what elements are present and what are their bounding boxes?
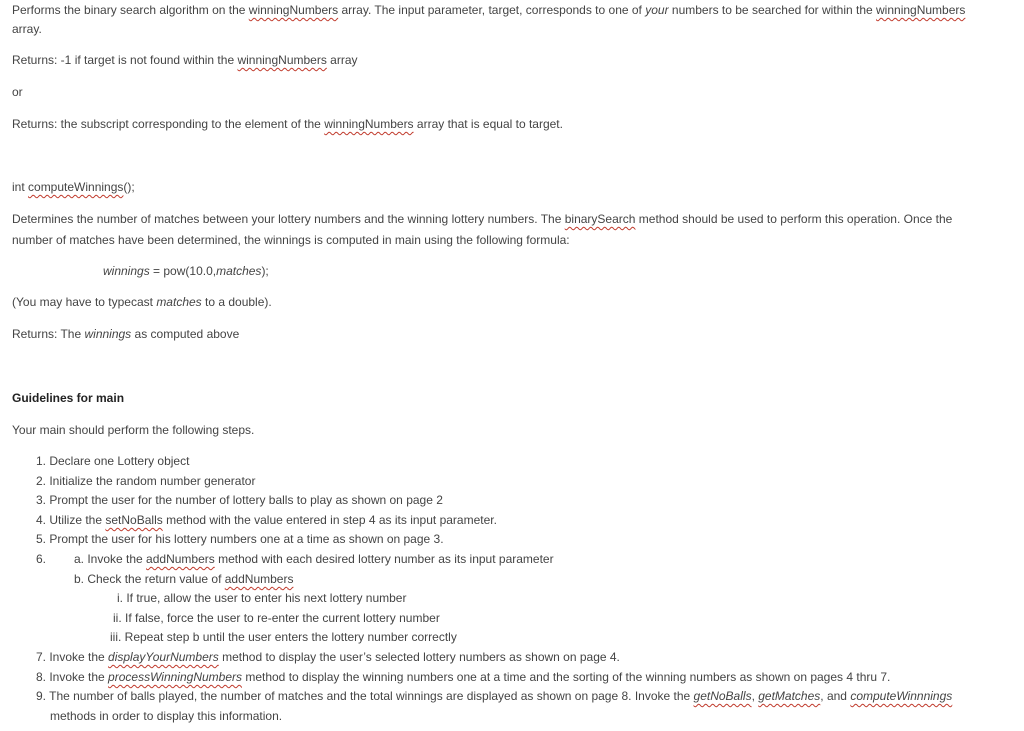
step-6b: b. Check the return value of addNumbers <box>74 572 294 586</box>
intro-line-1: Performs the binary search algorithm on the winningNumbers array. The input parameter, target, corresponds to one of your numbers to be searched for within the winningNumbers <box>12 3 966 17</box>
returns-not-found: Returns: -1 if target is not found within the winningNumbers array <box>12 53 358 67</box>
winningNumbers-term: winningNumbers <box>876 3 966 17</box>
step-6-number: 6. <box>36 552 47 566</box>
step-4: 4. Utilize the setNoBalls method with the value entered in step 4 as its input parameter. <box>36 513 497 527</box>
intro-line-2: array. <box>12 22 42 36</box>
step-8: 8. Invoke the processWinningNumbers method to display the winning numbers one at a time and the sorting of the winning numbers as shown on pages 4 thru 7. <box>36 670 891 684</box>
guidelines-heading: Guidelines for main <box>12 391 125 405</box>
compute-returns: Returns: The winnings as computed above <box>12 327 240 341</box>
step-6b-iii: iii. Repeat step b until the user enters the lottery number correctly <box>110 630 457 644</box>
typecast-note: (You may have to typecast matches to a double). <box>12 295 272 309</box>
winningNumbers-term: winningNumbers <box>237 53 327 67</box>
compute-signature: int computeWinnings(); <box>12 180 135 194</box>
step-7: 7. Invoke the displayYourNumbers method to display the user’s selected lottery numbers as shown on page 4. <box>36 650 620 664</box>
returns-found: Returns: the subscript corresponding to the element of the winningNumbers array that is equal to target. <box>12 117 563 131</box>
step-9-continued: methods in order to display this information. <box>50 709 283 723</box>
step-5: 5. Prompt the user for his lottery numbers one at a time as shown on page 3. <box>36 532 444 546</box>
compute-desc-2: number of matches have been determined, the winnings is computed in main using the following formula: <box>12 233 570 247</box>
winningNumbers-term: winningNumbers <box>324 117 414 131</box>
step-2: 2. Initialize the random number generator <box>36 474 256 488</box>
step-6b-i: i. If true, allow the user to enter his next lottery number <box>117 591 407 605</box>
guidelines-intro: Your main should perform the following steps. <box>12 423 255 437</box>
step-9: 9. The number of balls played, the number of matches and the total winnings are displayed as shown on page 8. Invoke the getNoBalls, getMatches, and computeWinnnings <box>36 689 953 703</box>
or-text: or <box>12 85 23 99</box>
compute-desc-1: Determines the number of matches between your lottery numbers and the winning lottery numbers. The binarySearch method should be used to perform this operation. Once the <box>12 212 953 226</box>
formula: winnings = pow(10.0,matches); <box>103 264 269 278</box>
step-6a: a. Invoke the addNumbers method with each desired lottery number as its input parameter <box>74 552 554 566</box>
step-3: 3. Prompt the user for the number of lottery balls to play as shown on page 2 <box>36 493 443 507</box>
winningNumbers-term: winningNumbers <box>248 3 339 17</box>
step-1: 1. Declare one Lottery object <box>36 454 190 468</box>
step-6b-ii: ii. If false, force the user to re-enter the current lottery number <box>113 611 440 625</box>
